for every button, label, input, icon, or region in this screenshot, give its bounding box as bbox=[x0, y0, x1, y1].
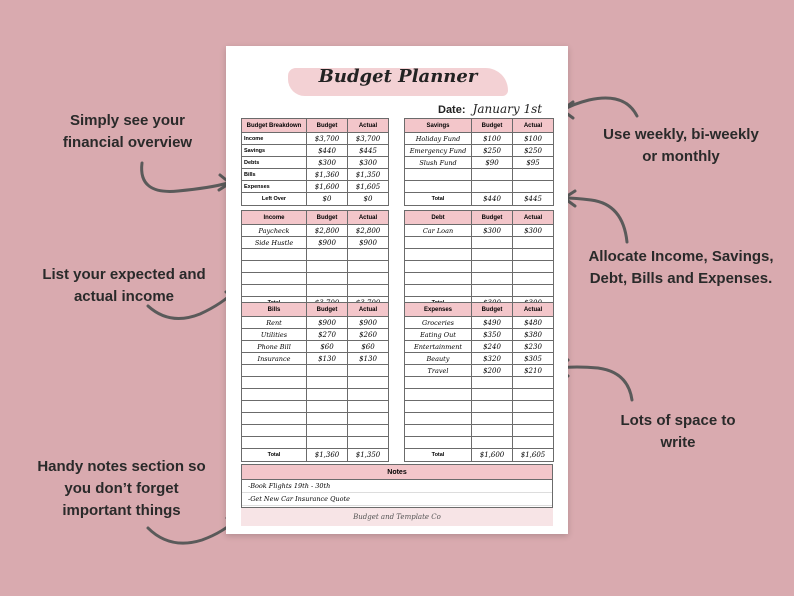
column-header: Actual bbox=[348, 119, 389, 133]
total-label: Total bbox=[405, 193, 472, 206]
empty-row[interactable] bbox=[242, 285, 389, 297]
callout-notes: Handy notes section so you don’t forget important things bbox=[37, 458, 206, 519]
table-row[interactable] bbox=[405, 341, 554, 353]
actual-cell: $300 bbox=[513, 225, 554, 237]
row-label: Expenses bbox=[242, 181, 307, 193]
column-header: Expenses bbox=[405, 303, 472, 317]
row-label: Beauty bbox=[405, 353, 472, 365]
table-row[interactable] bbox=[242, 237, 389, 249]
callout-weekly: Use weekly, bi-weekly or monthly bbox=[603, 126, 759, 165]
budget-cell: $200 bbox=[472, 365, 513, 377]
empty-row[interactable] bbox=[242, 413, 389, 425]
date-label: Date: bbox=[438, 104, 466, 116]
notes-line[interactable]: -Get New Car Insurance Quote bbox=[242, 493, 552, 506]
actual-cell: $305 bbox=[513, 353, 554, 365]
column-header: Income bbox=[242, 211, 307, 225]
empty-row[interactable] bbox=[405, 237, 554, 249]
column-header: Budget bbox=[307, 119, 348, 133]
empty-row[interactable] bbox=[405, 401, 554, 413]
row-label: Debts bbox=[242, 157, 307, 169]
empty-row[interactable] bbox=[242, 273, 389, 285]
callout-overview: Simply see your financial overview bbox=[62, 112, 193, 151]
budget-cell: $2,800 bbox=[307, 225, 348, 237]
empty-row[interactable] bbox=[405, 425, 554, 437]
table-row[interactable] bbox=[405, 353, 554, 365]
row-label: Slush Fund bbox=[405, 157, 472, 169]
table-row bbox=[242, 169, 389, 181]
column-header: Budget bbox=[307, 211, 348, 225]
empty-row[interactable] bbox=[242, 389, 389, 401]
budget-cell: $1,360 bbox=[307, 169, 348, 181]
budget-cell: $440 bbox=[472, 193, 513, 206]
table-row[interactable] bbox=[405, 329, 554, 341]
table-row[interactable] bbox=[405, 365, 554, 377]
budget-cell: $490 bbox=[472, 317, 513, 329]
row-label: Entertainment bbox=[405, 341, 472, 353]
column-header: Actual bbox=[348, 211, 389, 225]
column-header: Actual bbox=[513, 303, 554, 317]
empty-row[interactable] bbox=[405, 273, 554, 285]
column-header: Savings bbox=[405, 119, 472, 133]
leftover-label: Left Over bbox=[242, 193, 307, 206]
table-row[interactable] bbox=[242, 329, 389, 341]
table-row bbox=[242, 181, 389, 193]
actual-cell: $2,800 bbox=[348, 225, 389, 237]
row-label: Income bbox=[242, 133, 307, 145]
budget-cell: $270 bbox=[307, 329, 348, 341]
footer-brand: Budget and Template Co bbox=[241, 508, 553, 526]
empty-row[interactable] bbox=[242, 377, 389, 389]
actual-cell: $60 bbox=[348, 341, 389, 353]
actual-cell: $230 bbox=[513, 341, 554, 353]
expenses-table bbox=[404, 302, 554, 462]
budget-cell: $90 bbox=[472, 157, 513, 169]
budget-cell: $60 bbox=[307, 341, 348, 353]
column-header: Debt bbox=[405, 211, 472, 225]
column-header: Budget bbox=[472, 303, 513, 317]
actual-cell: $130 bbox=[348, 353, 389, 365]
row-label: Utilities bbox=[242, 329, 307, 341]
budget-cell: $350 bbox=[472, 329, 513, 341]
row-label: Holiday Fund bbox=[405, 133, 472, 145]
column-header: Actual bbox=[513, 211, 554, 225]
column-header: Budget bbox=[472, 119, 513, 133]
table-row[interactable] bbox=[242, 225, 389, 237]
arrow-icon bbox=[130, 155, 240, 200]
table-row[interactable] bbox=[405, 133, 554, 145]
empty-row[interactable] bbox=[242, 261, 389, 273]
row-label: Bills bbox=[242, 169, 307, 181]
total-row bbox=[405, 449, 554, 462]
income-table bbox=[241, 210, 389, 310]
budget-breakdown-table bbox=[241, 118, 389, 206]
table-row[interactable] bbox=[405, 317, 554, 329]
actual-cell: $3,700 bbox=[348, 133, 389, 145]
empty-row[interactable] bbox=[405, 261, 554, 273]
empty-row[interactable] bbox=[405, 181, 554, 193]
actual-cell: $900 bbox=[348, 317, 389, 329]
actual-cell: $1,350 bbox=[348, 169, 389, 181]
budget-cell: $1,360 bbox=[307, 449, 348, 462]
budget-cell: $3,700 bbox=[307, 133, 348, 145]
total-row bbox=[405, 193, 554, 206]
column-header: Budget bbox=[307, 303, 348, 317]
actual-cell: $100 bbox=[513, 133, 554, 145]
budget-cell: $300 bbox=[307, 157, 348, 169]
row-label: Paycheck bbox=[242, 225, 307, 237]
budget-planner-sheet bbox=[226, 46, 568, 534]
leftover-row bbox=[242, 193, 389, 206]
arrow-icon bbox=[557, 188, 637, 248]
empty-row[interactable] bbox=[405, 389, 554, 401]
table-row bbox=[242, 145, 389, 157]
budget-cell: $900 bbox=[307, 317, 348, 329]
empty-row[interactable] bbox=[405, 169, 554, 181]
table-header-row bbox=[242, 119, 389, 133]
budget-cell: $1,600 bbox=[472, 449, 513, 462]
budget-cell: $1,600 bbox=[307, 181, 348, 193]
notes-section bbox=[241, 464, 553, 508]
callout-allocate: Allocate Income, Savings, Debt, Bills and Expenses. bbox=[588, 248, 774, 287]
empty-row[interactable] bbox=[242, 401, 389, 413]
arrow-icon bbox=[555, 92, 645, 124]
row-label: Eating Out bbox=[405, 329, 472, 341]
table-header-row bbox=[405, 303, 554, 317]
row-label: Car Loan bbox=[405, 225, 472, 237]
title-banner bbox=[288, 64, 508, 98]
table-row[interactable] bbox=[242, 341, 389, 353]
bills-table bbox=[241, 302, 389, 462]
notes-header: Notes bbox=[242, 465, 552, 480]
table-row[interactable] bbox=[405, 145, 554, 157]
actual-cell: $1,605 bbox=[348, 181, 389, 193]
callout-income: List your expected and actual income bbox=[42, 266, 206, 305]
column-header: Actual bbox=[513, 119, 554, 133]
empty-row[interactable] bbox=[405, 377, 554, 389]
actual-cell: $210 bbox=[513, 365, 554, 377]
actual-cell: $260 bbox=[348, 329, 389, 341]
empty-row[interactable] bbox=[405, 285, 554, 297]
callout-space: Lots of space to write bbox=[620, 412, 736, 451]
date-row bbox=[438, 102, 542, 116]
empty-row[interactable] bbox=[242, 249, 389, 261]
table-row bbox=[242, 133, 389, 145]
actual-cell: $250 bbox=[513, 145, 554, 157]
actual-cell: $380 bbox=[513, 329, 554, 341]
budget-cell: $130 bbox=[307, 353, 348, 365]
column-header: Budget Breakdown bbox=[242, 119, 307, 133]
row-label: Groceries bbox=[405, 317, 472, 329]
empty-row[interactable] bbox=[405, 413, 554, 425]
budget-cell: $100 bbox=[472, 133, 513, 145]
column-header: Bills bbox=[242, 303, 307, 317]
table-header-row bbox=[242, 303, 389, 317]
table-row bbox=[242, 157, 389, 169]
table-row[interactable] bbox=[242, 353, 389, 365]
budget-cell: $240 bbox=[472, 341, 513, 353]
row-label: Travel bbox=[405, 365, 472, 377]
budget-cell: $300 bbox=[472, 225, 513, 237]
table-header-row bbox=[242, 211, 389, 225]
table-header-row bbox=[405, 119, 554, 133]
table-header-row bbox=[405, 211, 554, 225]
row-label: Emergency Fund bbox=[405, 145, 472, 157]
table-row[interactable] bbox=[405, 225, 554, 237]
actual-cell: $445 bbox=[513, 193, 554, 206]
empty-row[interactable] bbox=[242, 437, 389, 449]
actual-cell: $900 bbox=[348, 237, 389, 249]
table-row[interactable] bbox=[242, 317, 389, 329]
actual-cell: $0 bbox=[348, 193, 389, 206]
total-row bbox=[242, 449, 389, 462]
actual-cell: $95 bbox=[513, 157, 554, 169]
date-value: January 1st bbox=[472, 102, 543, 116]
budget-cell: $440 bbox=[307, 145, 348, 157]
budget-cell: $250 bbox=[472, 145, 513, 157]
row-label: Phone Bill bbox=[242, 341, 307, 353]
row-label: Rent bbox=[242, 317, 307, 329]
empty-row[interactable] bbox=[405, 249, 554, 261]
actual-cell: $300 bbox=[348, 157, 389, 169]
empty-row[interactable] bbox=[242, 425, 389, 437]
debt-table bbox=[404, 210, 554, 310]
total-label: Total bbox=[242, 449, 307, 462]
actual-cell: $1,605 bbox=[513, 449, 554, 462]
page-title: Budget Planner bbox=[318, 66, 478, 87]
column-header: Budget bbox=[472, 211, 513, 225]
actual-cell: $1,350 bbox=[348, 449, 389, 462]
budget-cell: $900 bbox=[307, 237, 348, 249]
table-row[interactable] bbox=[405, 157, 554, 169]
empty-row[interactable] bbox=[242, 365, 389, 377]
actual-cell: $480 bbox=[513, 317, 554, 329]
notes-line[interactable]: -Book Flights 19th - 30th bbox=[242, 480, 552, 493]
empty-row[interactable] bbox=[405, 437, 554, 449]
row-label: Insurance bbox=[242, 353, 307, 365]
savings-table bbox=[404, 118, 554, 206]
column-header: Actual bbox=[348, 303, 389, 317]
row-label: Savings bbox=[242, 145, 307, 157]
actual-cell: $445 bbox=[348, 145, 389, 157]
row-label: Side Hustle bbox=[242, 237, 307, 249]
budget-cell: $0 bbox=[307, 193, 348, 206]
total-label: Total bbox=[405, 449, 472, 462]
budget-cell: $320 bbox=[472, 353, 513, 365]
